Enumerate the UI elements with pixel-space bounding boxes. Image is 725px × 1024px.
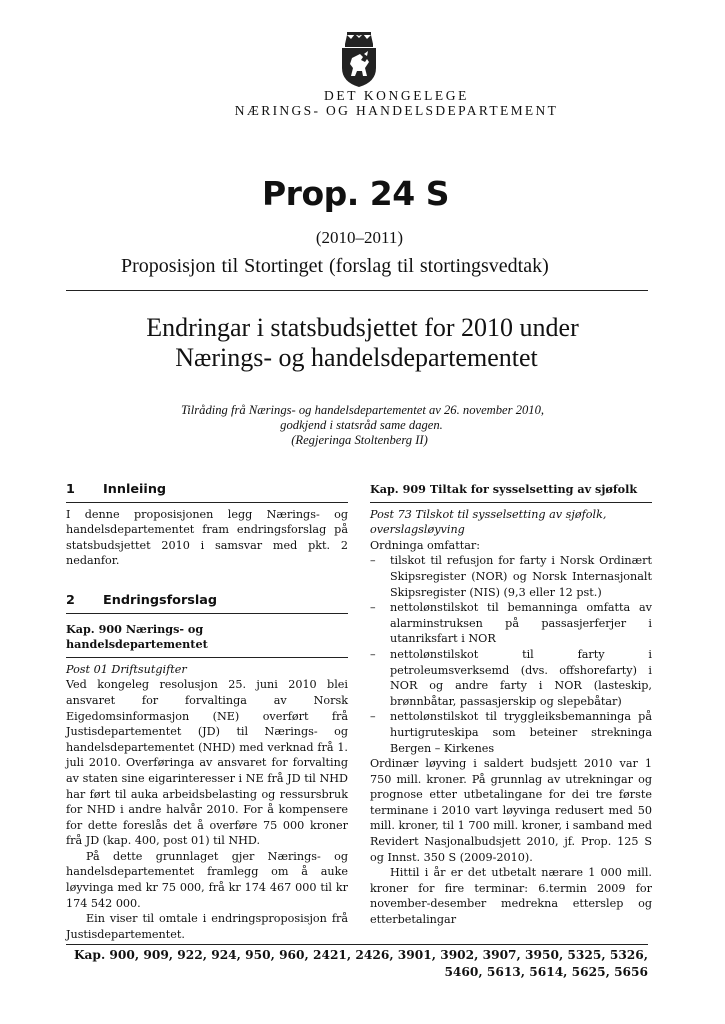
coat-of-arms-emblem [334, 32, 384, 88]
recommendation-line2: godkjend i statsråd same dagen. [280, 418, 443, 432]
document-title-line1: Endringar i statsbudsjettet for 2010 under [146, 313, 579, 342]
ministry-name-line1: DET KONGELEGE [324, 88, 469, 103]
post-heading: Post 73 Tilskot til sysselsetting av sjøfolk, overslagsløyving [370, 507, 607, 537]
section-heading-2 [66, 593, 348, 614]
list-item-text: nettolønstilskot til tryggleiksbemanninga på hurtigruteskipa som beteiner strekninga Bergen – Kirkenes [390, 710, 652, 755]
section-title: Innleiing [103, 482, 167, 497]
paragraph: I denne proposisjonen legg Nærings- og handelsdepartementet fram endringsforslag på statsbudsjettet 2010 i samsvar med pkt. 2 nedanfor. [66, 507, 348, 568]
chapter-heading: Kap. 900 Nærings- og handelsdepartementet [66, 622, 348, 658]
chapter-heading: Kap. 909 Tiltak for sysselsetting av sjøfolk [370, 482, 652, 503]
paragraph: Ordinær løyving i saldert budsjett 2010 var 1 750 mill. kroner. På grunnlag av utrekningar og prognose etter utbetalingane for dei tre første terminane i 2010 vart løyvinga redusert med 50 mill. kroner, til 1 700 mill. kroner, i samband med Revidert Nasjonalbudsjett 2010, jf. Prop. 125 S og Innst. 350 S (2009-2010). [370, 757, 652, 864]
bullet-list [370, 553, 652, 756]
proposition-number: Prop. 24 S [262, 174, 449, 213]
list-item: – nettolønstilskot til tryggleiksbemanninga på hurtigruteskipa som beteiner strekninga Bergen – Kirkenes [370, 710, 652, 755]
post-heading: Post 01 Driftsutgifter [66, 662, 187, 676]
session-years-text: (2010–2011) [315, 228, 404, 247]
ministry-name-line2: NÆRINGS- OG HANDELSDEPARTEMENT [234, 103, 559, 118]
paragraph: På dette grunnlaget gjer Nærings- og handelsdepartementet framlegg om å auke løyvinga med kr 75 000, frå kr 174 467 000 til kr 174 542 000. [66, 849, 348, 910]
list-item: – nettolønstilskot til farty i petroleumsverksemd (dvs. offshorefarty) i NOR og andre farty i NOR (lasteskip, brønnbåtar, passasjerskip og slepebåtar) [370, 647, 652, 708]
paragraph: Ved kongeleg resolusjon 25. juni 2010 blei ansvaret for forvaltinga av Norsk Eigedomsinformasjon (NE) overført frå Justisdepartementet (JD) til Nærings- og handelsdepartementet (NHD) med verknad frå 1. juli 2010. Overføringa av ansvaret for forvalting av staten sine eigarinteresser i NE frå JD til NHD har ført til auka arbeidsbelasting og ressursbruk for NHD i andre halvår 2010. For å kompensere for dette foreslås det å overføre 75 000 kroner frå JD (kap. 400, post 01) til NHD. [66, 678, 348, 848]
section-number: 2 [66, 592, 75, 608]
section-heading-1 [66, 482, 348, 503]
list-item: – nettolønstilskot til bemanninga omfatta av alarminstruksen på passasjerferjer i utanriksfart i NOR [370, 601, 652, 646]
proposition-type: Proposisjon til Stortinget (forslag til stortingsvedtak) [121, 255, 549, 277]
section-title: Endringsforslag [103, 592, 218, 608]
list-item-text: tilskot til refusjon for farty i Norsk Ordinært Skipsregister (NOR) og Norsk Internasjonalt Skipsregister (NIS) (9,3 eller 12 pst.) [390, 554, 652, 599]
paragraph: Hittil i år er det utbetalt nærare 1 000 mill. kroner for fire terminar: 6.termin 2009 for november-desember medrekna etterslep og etterbetalingar [370, 866, 652, 927]
divider [66, 290, 648, 291]
right-column [370, 482, 652, 928]
chapter-list-line1: Kap. 900, 909, 922, 924, 950, 960, 2421, 2426, 3901, 3902, 3907, 3950, 5325, 5326, [73, 948, 648, 962]
session-years [0, 228, 725, 248]
paragraph: Ordninga omfattar: [370, 538, 480, 552]
chapter-list-footer [66, 947, 648, 980]
list-item-text: nettolønstilskot til farty i petroleumsverksemd (dvs. offshorefarty) i NOR og andre farty i NOR (lasteskip, brønnbåtar, passasjerskip og slepebåtar) [390, 647, 652, 708]
recommendation-line3: (Regjeringa Stoltenberg II) [291, 433, 428, 447]
paragraph: Ein viser til omtale i endringsproposisjon frå Justisdepartementet. [66, 912, 348, 941]
recommendation-line1: Tilråding frå Nærings- og handelsdepartementet av 26. november 2010, [180, 403, 545, 417]
divider [66, 944, 648, 945]
list-item-text: nettolønstilskot til bemanninga omfatta av alarminstruksen på passasjerferjer i utanriksfart i NOR [390, 601, 652, 646]
list-item: – tilskot til refusjon for farty i Norsk Ordinært Skipsregister (NOR) og Norsk Internasjonalt Skipsregister (NIS) (9,3 eller 12 pst.) [370, 554, 652, 599]
left-column [66, 482, 348, 942]
document-title-line2: Nærings- og handelsdepartementet [175, 343, 538, 372]
chapter-list-line2: 5460, 5613, 5614, 5625, 5656 [444, 964, 648, 979]
section-number: 1 [66, 482, 75, 497]
